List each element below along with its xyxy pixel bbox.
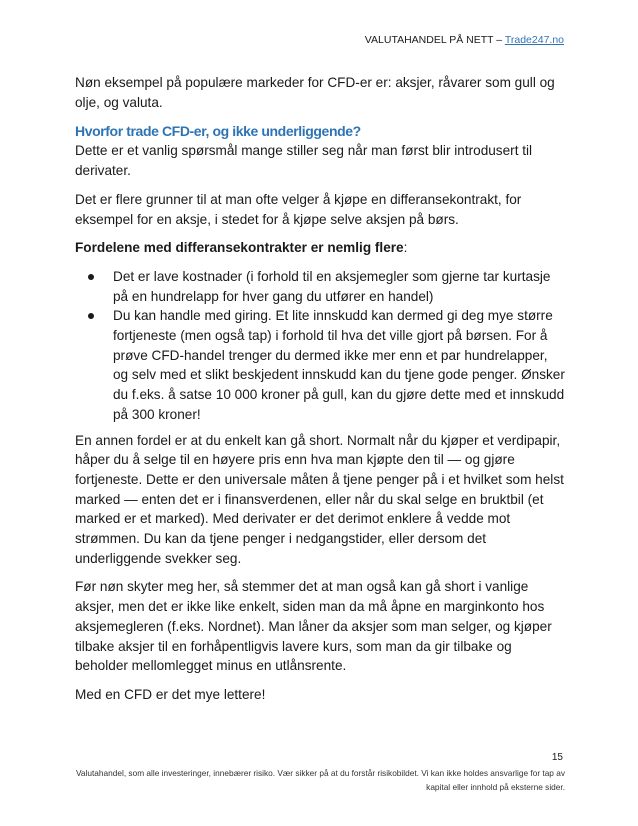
advantages-list (75, 267, 565, 425)
page-number: 15 (551, 752, 563, 763)
section-heading: Hvorfor trade CFD-er, og ikke underliggende? (75, 123, 361, 140)
paragraph-short: En annen fordel er at du enkelt kan gå short. Normalt når du kjøper et verdipapir, håper du å selge til en høyere pris enn hva man kjøpte den til — og gjøre fortjeneste. Dette er den universale måten å tjene penger på i et hvilket som helst marked — enten det er i finansverdenen, eller når du skal selge en bruktbil (et marked er et marked). Med derivater er det derimot enklere å vedde mot strømmen. Du kan da tjene penger i nedgangstider, eller dersom det underliggende svekker seg. (75, 432, 564, 566)
footer-disclaimer: Valutahandel, som alle investeringer, innebærer risiko. Vær sikker på at du forstår risikobildet. Vi kan ikke holdes ansvarlige for tap av kapital eller innhold på eksterne sider. (76, 768, 565, 792)
paragraph-reasons: Det er flere grunner til at man ofte velger å kjøpe en differansekontrakt, for eksempel for en aksje, i stedet for å kjøpe selve aksjen på børs. (75, 191, 522, 227)
list-item-text: Det er lave kostnader (i forhold til en aksjemegler som gjerne tar kurtasje på en hundrelapp for hver gang du utfører en handel) (113, 268, 551, 304)
list-item-text: Du kan handle med giring. Et lite innskudd kan dermed gi deg mye større fortjeneste (men også tap) i forhold til hva det ville gjort på børsen. For å prøve CFD-handel trenger du dermed ikke mer enn et par hundrelapper, og selv med et slikt beskjedent innskudd kan du tjene gode penger. Ønsker du f.eks. å satse 10 000 kroner på gull, kan du gjøre dette med et innskudd på 300 kroner! (113, 308, 565, 422)
advantages-colon: : (403, 240, 408, 256)
list-item (75, 306, 565, 424)
paragraph-intro: Nøn eksempel på populære markeder for CFD-er er: aksjer, råvarer som gull og olje, og valuta. (75, 75, 555, 110)
bullet-icon (88, 274, 94, 280)
header-title: VALUTAHANDEL PÅ NETT – (364, 34, 505, 46)
page-content (75, 73, 565, 714)
advantages-bold-text: Fordelene med differansekontrakter er nemlig flere (75, 240, 404, 256)
header-link[interactable]: Trade247.no (504, 34, 564, 46)
paragraph-question: Dette er et vanlig spørsmål mange stiller seg når man først blir introdusert til derivater. (75, 143, 533, 179)
paragraph-advantages (75, 238, 565, 258)
paragraph-margin: Før nøn skyter meg her, så stemmer det at man også kan gå short i vanlige aksjer, men det er ikke like enkelt, siden man da må åpne en marginkonto hos aksjemegleren (f.eks. Nordnet). Man låner da aksjer som man selger, og kjøper tilbake aksjer til en forhåpentligvis lavere kurs, som man da gir tilbake og beholder mellomlegget minus en utlånsrente. (75, 579, 552, 674)
page-header (365, 34, 564, 46)
paragraph-conclusion: Med en CFD er det mye lettere! (75, 686, 266, 702)
bullet-icon (88, 313, 94, 319)
list-item (75, 267, 565, 306)
